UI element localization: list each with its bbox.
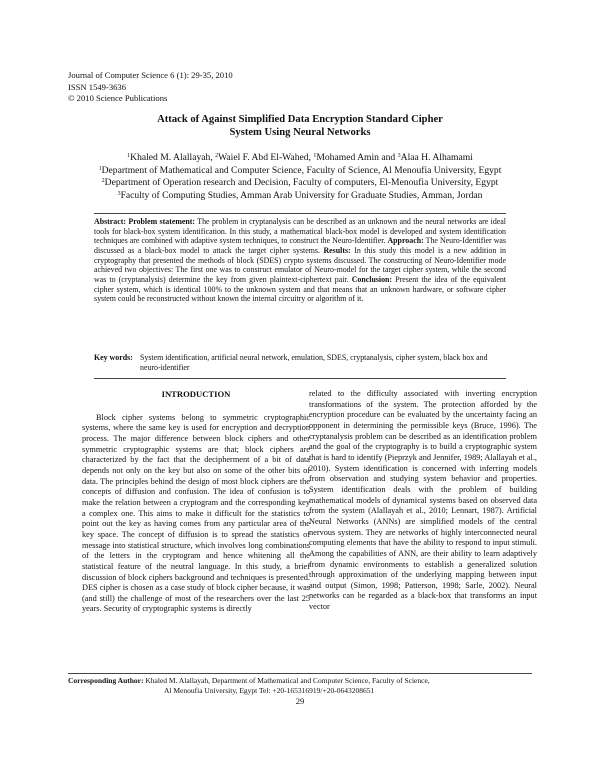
affiliation bbox=[60, 190, 540, 203]
author-name: Mohamed Amin and bbox=[316, 152, 396, 163]
journal-header bbox=[68, 70, 233, 105]
affiliation-text: Department of Operation research and Decision, Faculty of computers, El-Menoufia University, Egypt bbox=[104, 177, 499, 189]
author-name: Alaa H. Alhamami bbox=[400, 152, 473, 163]
author-name: Khaled M. Alallayah, bbox=[130, 152, 213, 163]
approach-label: Approach: bbox=[387, 236, 424, 246]
author-name: Waiel F. Abd El-Wahed, bbox=[218, 152, 311, 163]
affiliation-sup: 1 bbox=[98, 165, 102, 172]
conclusion-text: Present the idea of the equivalent cipher system, which is identical 100% to the unknown system and that means that an unknown hardware, or software cipher system could be reconstructed without known the internal circuitry or algorithm of it. bbox=[94, 274, 506, 304]
journal-citation: Journal of Computer Science 6 (1): 29-35, 2010 bbox=[68, 70, 233, 80]
affiliation-sup: 3 bbox=[117, 190, 121, 197]
problem-statement-label: Problem statement: bbox=[128, 217, 196, 226]
footnote-label: Corresponding Author: bbox=[68, 676, 144, 685]
author-block bbox=[60, 152, 540, 202]
keywords bbox=[94, 353, 506, 373]
right-column bbox=[309, 389, 537, 613]
footnote-line1: Khaled M. Alallayah, Department of Mathematical and Computer Science, Faculty of Science, bbox=[145, 676, 430, 685]
body-paragraph: Block cipher systems belong to symmetric cryptographic systems, where the same key is used for encryption and decryption process. The major difference between block ciphers and other symmetric cryptographic systems are that; block ciphers are characterized by the fact that the decipherment of a bit of data depends not only on the key but also on some of the other bits of data. The principles behind the design of most block ciphers are the concepts of diffusion and confusion. The idea of confusion is to make the relation between a cryptogram and the corresponding key a complex one. This aims to make it difficult for the statistics to point out the key as having comes from any particular area of the key space. The concept of diffusion is to spread the statistics of message into statistical structure, which involves long combinations of the letters in the cryptogram and hence whitening all the statistical feature of the neutral language. In this study, a brief discussion of block ciphers background and techniques is presented. DES cipher is chosen as a case study of block cipher because, it was (and still) the challenge of most of the researchers over the last 25 years. Security of cryptographic systems is directly bbox=[82, 412, 310, 614]
affiliation bbox=[60, 177, 540, 190]
results-text: In this study this model is a new addition in cryptography that presented the methods of block (SDES) crypto systems discussed. The constructing of Neuro-Identifier mode achieved two objectives: The first one was to construct emulator of Neuro-model for the target cipher system, while the second was to (cryptanalysis) determine the key from given plaintext-ciphertext pair. bbox=[94, 245, 506, 284]
problem-statement-text: The problem in cryptanalysis can be described as an unknown and the neural networks are ideal tools for black-box system identification. In this study, a mathematical black-box model is developed and system identification techniques are combined with adaptive system techniques, to construct the Neuro-Identifier. bbox=[94, 217, 506, 246]
section-heading: INTRODUCTION bbox=[161, 389, 231, 399]
footnote-line2: Al Menoufia University, Egypt Tel: +20-165316919/+20-0643208651 bbox=[164, 685, 375, 695]
journal-issn: ISSN 1549-3636 bbox=[68, 81, 127, 92]
author-list bbox=[60, 152, 540, 165]
author-sup: 1 bbox=[313, 153, 317, 159]
author-sup: 2 bbox=[215, 153, 219, 159]
keywords-label: Key words: bbox=[94, 353, 133, 362]
journal-copyright: © 2010 Science Publications bbox=[68, 93, 168, 103]
affiliation-text: Faculty of Computing Studies, Amman Arab University for Graduate Studies, Amman, Jordan bbox=[120, 189, 483, 201]
paper-title bbox=[100, 113, 500, 139]
paper-title-line1: Attack of Against Simplified Data Encryption Standard Cipher bbox=[157, 114, 443, 125]
footnote-divider bbox=[68, 673, 532, 674]
conclusion-label: Conclusion: bbox=[351, 274, 393, 284]
page-number: 29 bbox=[295, 696, 305, 706]
author-sup: 1 bbox=[127, 153, 131, 159]
paper-title-line2: System Using Neural Networks bbox=[229, 127, 371, 138]
affiliation bbox=[60, 165, 540, 178]
left-column bbox=[82, 389, 310, 615]
footnote bbox=[68, 676, 430, 695]
affiliation-sup: 2 bbox=[101, 178, 105, 185]
abstract-label: Abstract: bbox=[94, 217, 126, 226]
results-label: Results: bbox=[323, 245, 351, 255]
affiliation-text: Department of Mathematical and Computer Science, Faculty of Science, Al Menoufia University, Egypt bbox=[101, 164, 502, 176]
body-paragraph: related to the difficulty associated with inverting encryption transformations of the system. The protection afforded by the encryption procedure can be evaluated by the uncertainty facing an opponent in determining the permissible keys (Bruce, 1996). The cryptanalysis problem can be described as an identification problem and the goal of the cryptography is to build a cryptographic system that is hard to identify (Pieprzyk and Jennifer, 1989; Alallayah et al., 2010). System identification is concerned with inferring models from observation and studying system behavior and properties. System identification deals with the problem of building mathematical models of dynamical systems based on observed data from the system (Alallayah et al., 2010; Lennart, 1987). Artificial Neural Networks (ANNs) are simplified models of the central nervous system. They are networks of highly interconnected neural computing elements that have the ability to respond to input stimuli. Among the capabilities of ANN, are their ability to learn adaptively from dynamic environments to establish a generalized solution through approximation of the underlying mapping between input and output (Simon, 1998; Patterson, 1998; Sarle, 2002). Neural networks can be regarded as a black-box that transforms an input vector bbox=[309, 389, 537, 612]
abstract-divider bbox=[94, 378, 506, 379]
approach-text: The Neuro-Identifier was discussed as a black-box model to attack the target cipher systems. bbox=[94, 236, 506, 255]
keywords-text: System identification, artificial neural network, emulation, SDES, cryptanalysis, cipher system, black box and neuro-identifier bbox=[140, 353, 488, 372]
abstract bbox=[94, 213, 506, 304]
author-sup: 3 bbox=[397, 153, 401, 159]
